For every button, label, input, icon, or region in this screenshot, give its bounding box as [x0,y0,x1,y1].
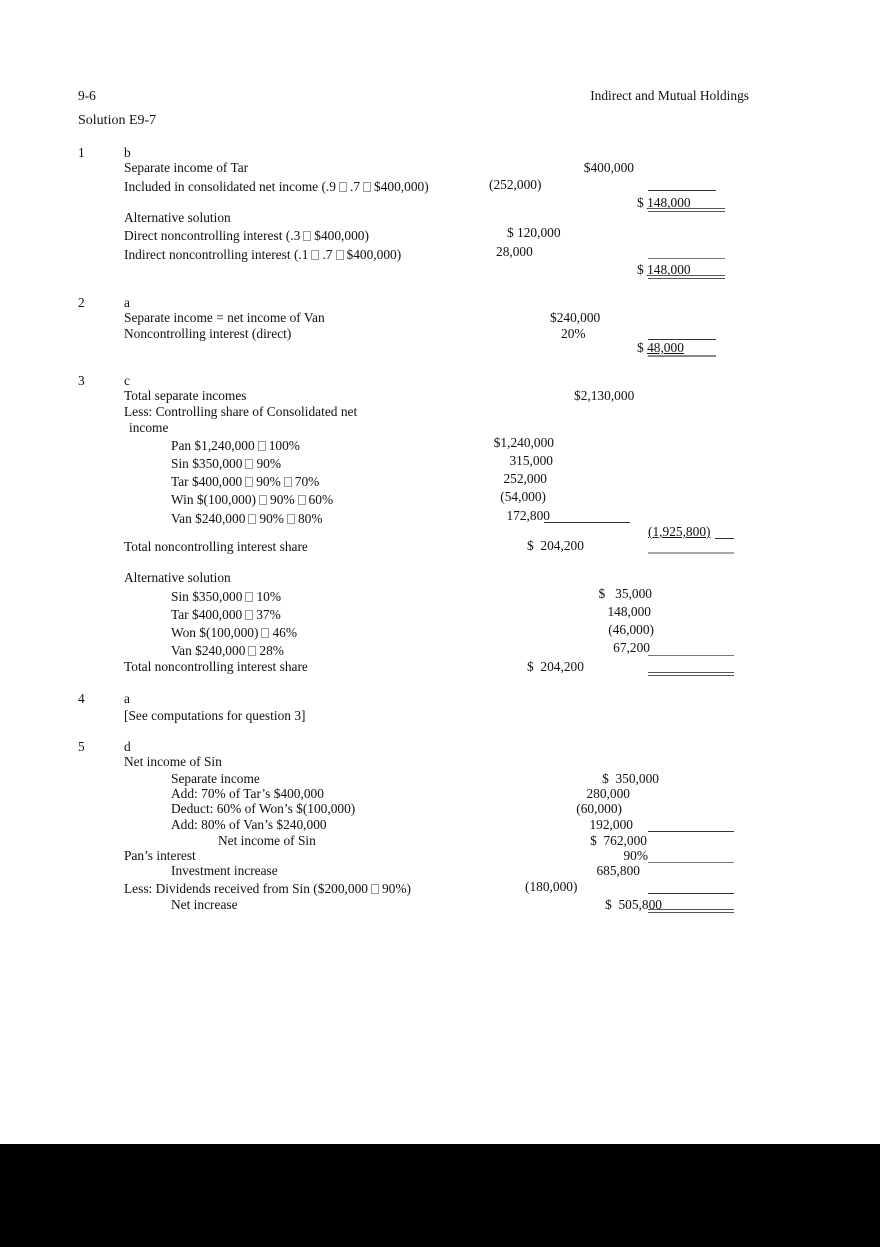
q3-alt-label: Alternative solution [124,570,231,585]
q5-heading: Net income of Sin [124,754,222,769]
q5-sep-value: $ 350,000 [602,771,659,786]
q3-alt-item: Won $(100,000) 46% [171,625,297,640]
q5-ded-label: Deduct: 60% of Won’s $(100,000) [171,801,356,816]
multiply-symbol-icon [371,884,379,894]
q1-total2: $ 148,000 [637,262,691,277]
q2-number: 2 [78,295,85,310]
q3-alt-item-value: 148,000 [607,604,651,619]
q2-answer: a [124,295,130,310]
q3-alt-item: Tar $400,000 37% [171,607,281,622]
multiply-symbol-icon [303,231,311,241]
q4-note: [See computations for question 3] [124,708,306,723]
multiply-symbol-icon [245,477,253,487]
underline [715,538,734,539]
q1-alt-label: Alternative solution [124,210,231,225]
q3-answer: c [124,373,130,388]
q5-pan-label: Pan’s interest [124,848,196,863]
underline [648,655,734,656]
q3-alt-total-label: Total noncontrolling interest share [124,659,308,674]
underline [648,190,716,191]
q2-line2-label: Noncontrolling interest (direct) [124,326,292,341]
q1-answer: b [124,145,131,160]
q1-number: 1 [78,145,85,160]
q3-item: Tar $400,000 90% 70% [171,474,320,489]
q5-net-value: $ 505,800 [605,897,662,912]
double-underline [648,208,725,212]
multiply-symbol-icon [248,646,256,656]
q3-alt-total-value: $ 204,200 [527,659,584,674]
page-number: 9-6 [78,88,96,103]
q1-alt2-label: Indirect noncontrolling interest (.1 .7 $400,000) [124,247,402,262]
chapter-title: Indirect and Mutual Holdings [590,88,749,103]
q3-total-value: $ 204,200 [527,538,584,553]
multiply-symbol-icon [245,592,253,602]
q5-add2-value: 192,000 [589,817,633,832]
q3-less-label-cont: income [129,420,169,435]
double-underline [648,672,734,676]
double-underline [648,275,725,279]
q3-alt-item: Van $240,000 28% [171,643,284,658]
q2-line1-label: Separate income = net income of Van [124,310,325,325]
multiply-symbol-icon [259,495,267,505]
q4-number: 4 [78,691,85,706]
multiply-symbol-icon [311,250,319,260]
multiply-symbol-icon [339,182,347,192]
q2-total: $ 48,000 [637,340,684,355]
double-underline [648,909,734,913]
multiply-symbol-icon [298,495,306,505]
q5-ni-value: $ 762,000 [590,833,647,848]
q3-item: Sin $350,000 90% [171,456,281,471]
q5-net-label: Net increase [171,897,238,912]
q1-alt2-value: 28,000 [496,244,533,259]
multiply-symbol-icon [336,250,344,260]
q3-total-label: Total noncontrolling interest share [124,539,308,554]
multiply-symbol-icon [261,628,269,638]
underline [648,258,725,259]
q5-sep-label: Separate income [171,771,260,786]
q3-number: 3 [78,373,85,388]
q3-item: Van $240,000 90% 80% [171,511,323,526]
q5-ded-value: (60,000) [576,801,622,816]
q5-div-value: (180,000) [525,879,578,894]
q1-alt1-value: $ 120,000 [507,225,561,240]
q3-less-label: Less: Controlling share of Consolidated net [124,404,358,419]
q3-item-value: 252,000 [503,471,547,486]
q1-line2-value: (252,000) [489,177,542,192]
underline [648,355,716,357]
multiply-symbol-icon [245,459,253,469]
q3-alt-item-value: (46,000) [608,622,654,637]
underline [544,522,630,523]
q5-add1-value: 280,000 [586,786,630,801]
q1-line1-value: $400,000 [583,160,634,175]
q5-add2-label: Add: 80% of Van’s $240,000 [171,817,327,832]
q3-item-value: 315,000 [509,453,553,468]
underline [648,893,734,894]
q2-line1-value: $240,000 [550,310,601,325]
multiply-symbol-icon [245,610,253,620]
multiply-symbol-icon [258,441,266,451]
q3-item: Pan $1,240,000 100% [171,438,300,453]
multiply-symbol-icon [284,477,292,487]
q5-inv-value: 685,800 [596,863,640,878]
q5-add1-label: Add: 70% of Tar’s $400,000 [171,786,324,801]
underline [648,862,734,863]
q5-inv-label: Investment increase [171,863,278,878]
q5-number: 5 [78,739,85,754]
solution-title: Solution E9-7 [78,113,157,128]
q5-ni-label: Net income of Sin [218,833,316,848]
q3-item-value: 172,800 [506,508,550,523]
q1-alt1-label: Direct noncontrolling interest (.3 $400,000) [124,228,369,243]
q1-total1: $ 148,000 [637,195,691,210]
q1-line1-label: Separate income of Tar [124,160,249,175]
q1-line2-label: Included in consolidated net income (.9 .7 $400,000) [124,179,429,194]
q3-deduction-total: (1,925,800) [648,524,711,539]
q3-line1-label: Total separate incomes [124,388,247,403]
q3-item-value: $1,240,000 [493,435,554,450]
q5-pan-value: 90% [623,848,648,863]
multiply-symbol-icon [287,514,295,524]
q3-item: Win $(100,000) 90% 60% [171,492,334,507]
q3-alt-item-value: $ 35,000 [598,586,652,601]
q2-line2-value: 20% [561,326,586,341]
q5-answer: d [124,739,131,754]
underline [648,831,734,832]
double-underline [648,552,734,554]
q5-div-label: Less: Dividends received from Sin ($200,000 90%) [124,881,411,896]
multiply-symbol-icon [248,514,256,524]
q3-alt-item: Sin $350,000 10% [171,589,281,604]
q3-line1-value: $2,130,000 [574,388,635,403]
q3-item-value: (54,000) [500,489,546,504]
q4-answer: a [124,691,130,706]
q3-alt-item-value: 67,200 [613,640,650,655]
multiply-symbol-icon [363,182,371,192]
